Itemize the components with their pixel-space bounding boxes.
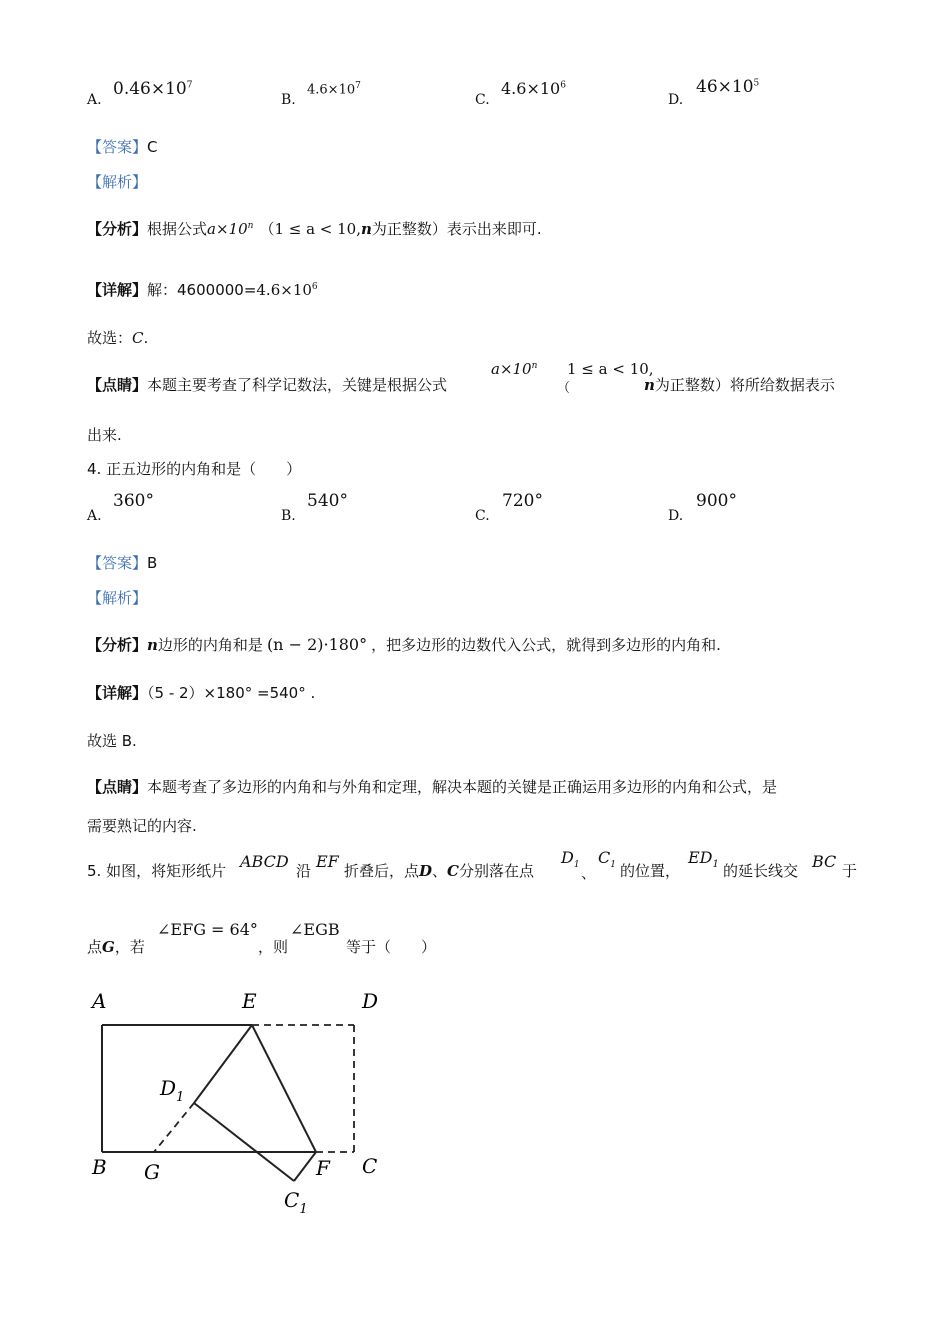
q4-fenxi: 【分析】n边形的内角和是 (n − 2)·180° ，把多边形的边数代入公式，就得到多边形的内角和.: [87, 635, 721, 654]
q3-answer: [87, 136, 158, 157]
q4-dianjing-line2: 需要熟记的内容.: [87, 817, 197, 835]
option-a-letter: A.: [87, 508, 102, 524]
label-d1: $D_1$: [160, 1076, 185, 1105]
q4-answer: 【答案】B: [87, 554, 158, 572]
q4-analysis-label: 【解析】: [87, 589, 148, 607]
q4-choose: 故选 B.: [87, 732, 137, 750]
edge-ed1: [194, 1025, 252, 1103]
q3-choose: 故选：C.: [87, 329, 149, 347]
answer-label: 【答案】: [87, 138, 148, 156]
label-c: C: [362, 1154, 378, 1178]
option-b-letter: B.: [281, 92, 296, 108]
q3-dianjing-post: n为正整数）将所给数据表示: [644, 376, 835, 394]
q4-stem: 4. 正五边形的内角和是（ ）: [87, 460, 302, 478]
option-d-value: $46\times 10^5$: [696, 77, 760, 97]
label-f: F: [316, 1156, 330, 1180]
q3-dianjing-cond: 1 ≤ a < 10,: [567, 360, 654, 378]
edge-d1g-dashed: [154, 1103, 194, 1152]
label-d: D: [362, 989, 379, 1013]
option-c-value: 720°: [502, 491, 543, 511]
option-a-value: $0.46\times 10^7$: [113, 79, 193, 99]
option-b-value: $4.6\times 10^7$: [307, 81, 361, 98]
q3-fenxi: 【分析】根据公式$a\times 10^n$ （1 ≤ a < 10,n为正整数）表示出来即可.: [87, 220, 542, 238]
edge-d1c1: [194, 1103, 294, 1181]
fold-line-ef: [252, 1025, 316, 1152]
option-a-letter: A.: [87, 92, 102, 108]
option-c-value: $4.6\times 10^6$: [501, 79, 566, 98]
q3-dianjing-line1: 【点睛】本题主要考查了科学记数法，关键是根据公式: [87, 376, 448, 394]
answer-value: C: [147, 138, 158, 156]
option-d-value: 900°: [696, 491, 737, 511]
label-b: B: [92, 1155, 107, 1179]
option-d-letter: D.: [668, 508, 684, 524]
label-g: G: [144, 1160, 160, 1184]
option-b-value: 540°: [307, 491, 348, 511]
q5-figure: [80, 985, 400, 1225]
option-d-letter: D.: [668, 92, 684, 108]
option-a-value: 360°: [113, 491, 154, 511]
label-c1: $C_1$: [284, 1188, 308, 1217]
option-c-letter: C.: [475, 92, 490, 108]
label-a: A: [92, 989, 107, 1013]
label-e: E: [242, 989, 257, 1013]
q3-analysis-label: 【解析】: [87, 173, 148, 191]
q3-dianjing-line2: 出来.: [87, 426, 122, 444]
option-c-letter: C.: [475, 508, 490, 524]
edge-c1f: [294, 1152, 316, 1181]
q3-dianjing-paren: （: [557, 381, 571, 396]
q4-xiangjie: 【详解】（5 - 2）×180° =540° .: [87, 684, 316, 702]
option-b-letter: B.: [281, 508, 296, 524]
q4-dianjing-line1: 【点睛】本题考查了多边形的内角和与外角和定理，解决本题的关键是正确运用多边形的内角和公式，是: [87, 778, 778, 796]
q3-xiangjie: 【详解】解：$4600000=4.6\times 10^6$: [87, 281, 318, 299]
q3-dianjing-formula: $a\times 10^n$: [491, 360, 538, 378]
